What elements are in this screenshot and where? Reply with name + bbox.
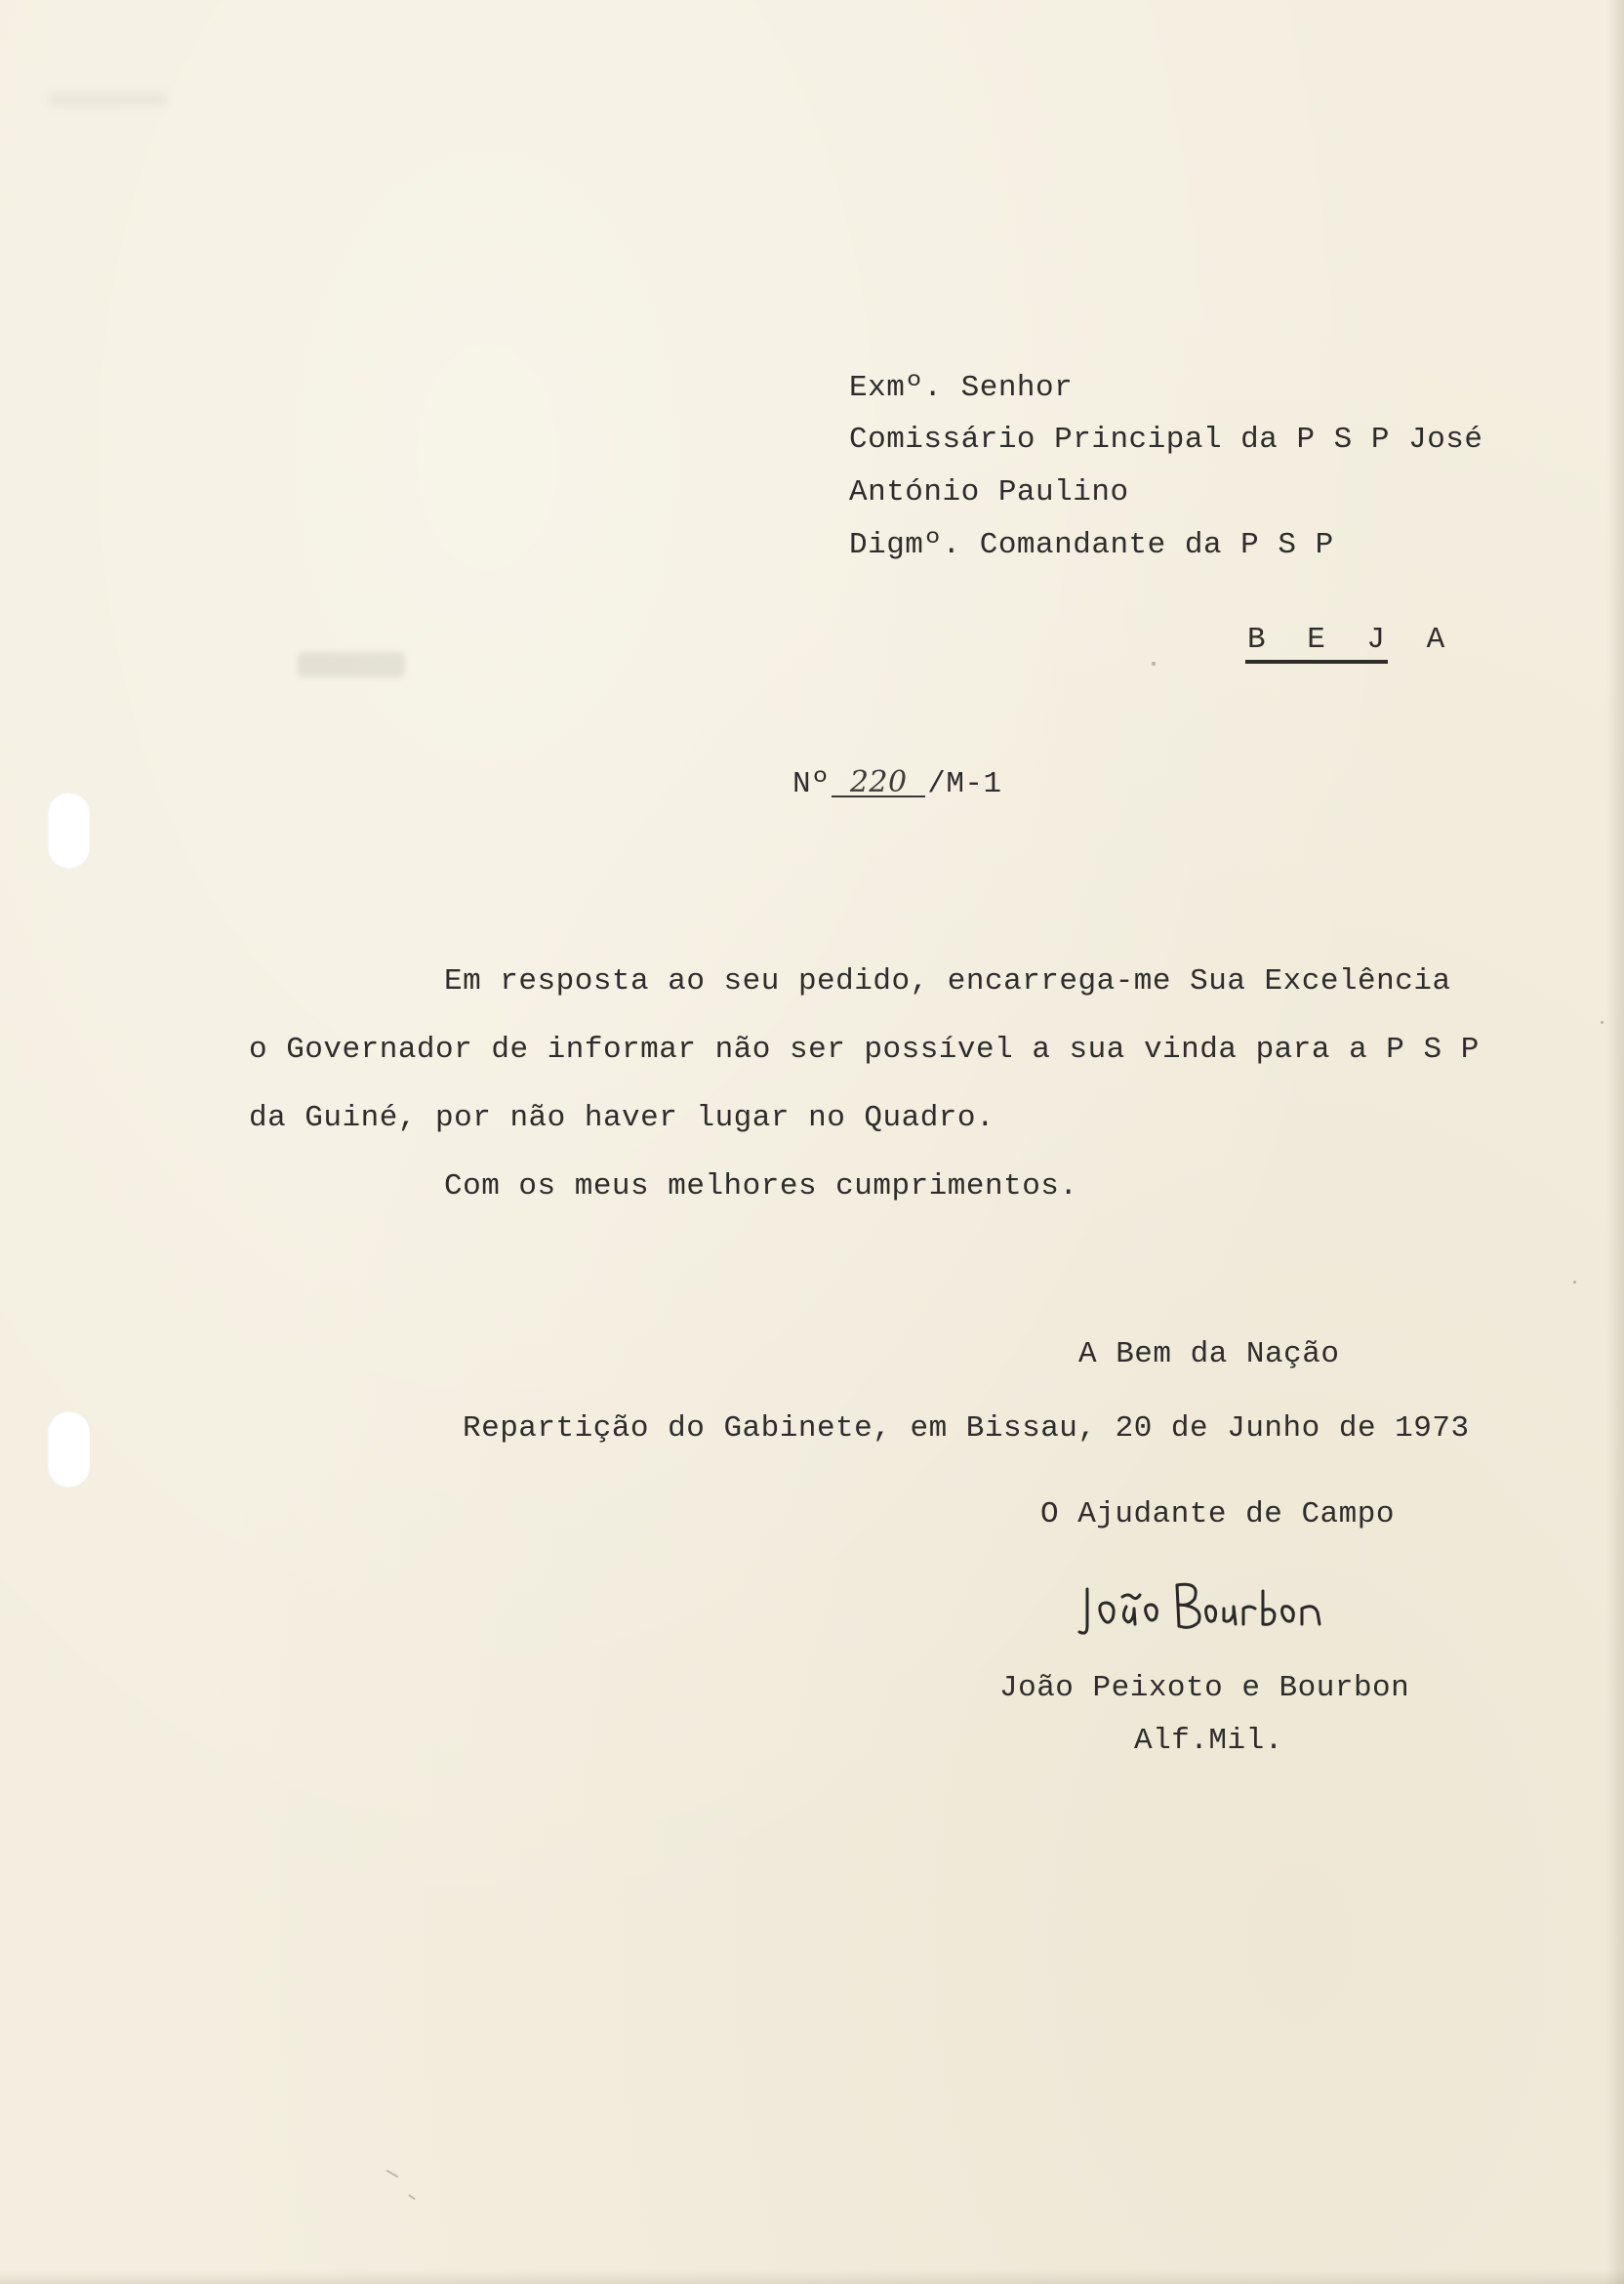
punch-hole (47, 793, 90, 869)
recipient-role: Digmº. Comandante da P S P (849, 528, 1334, 562)
sheet-edge-shadow (0, 2270, 1624, 2284)
signer-role: O Ajudante de Campo (1040, 1497, 1395, 1531)
signer-rank: Alf.Mil. (1134, 1724, 1283, 1758)
recipient-title: Comissário Principal da P S P José (849, 423, 1483, 457)
body-line: o Governador de informar não ser possível a sua vinda para a P S P (249, 1033, 1480, 1067)
signer-name: João Peixoto e Bourbon (999, 1671, 1410, 1705)
sheet-edge-shadow (1606, 0, 1624, 2284)
paper-smudge (49, 93, 166, 106)
paper-smudge (298, 652, 405, 677)
handwritten-number: 220 (832, 769, 925, 797)
recipient-city: B E J A (1247, 623, 1457, 657)
punch-hole (47, 1411, 90, 1488)
recipient-salutation: Exmº. Senhor (849, 371, 1074, 405)
recipient-name: António Paulino (849, 475, 1129, 510)
body-line: Em resposta ao seu pedido, encarrega-me Sua Excelência (444, 964, 1451, 999)
closing-line: Com os meus melhores cumprimentos. (444, 1169, 1078, 1203)
body-line: da Guiné, por não haver lugar no Quadro. (249, 1101, 995, 1135)
city-underline (1245, 660, 1388, 664)
reference-prefix: Nº (792, 767, 831, 801)
place-date: Repartição do Gabinete, em Bissau, 20 de Junho de 1973 (463, 1411, 1470, 1446)
handwritten-signature (1074, 1568, 1327, 1646)
reference-suffix: /M-1 (927, 767, 1002, 801)
motto: A Bem da Nação (1078, 1337, 1340, 1371)
reference-number (792, 765, 1002, 801)
